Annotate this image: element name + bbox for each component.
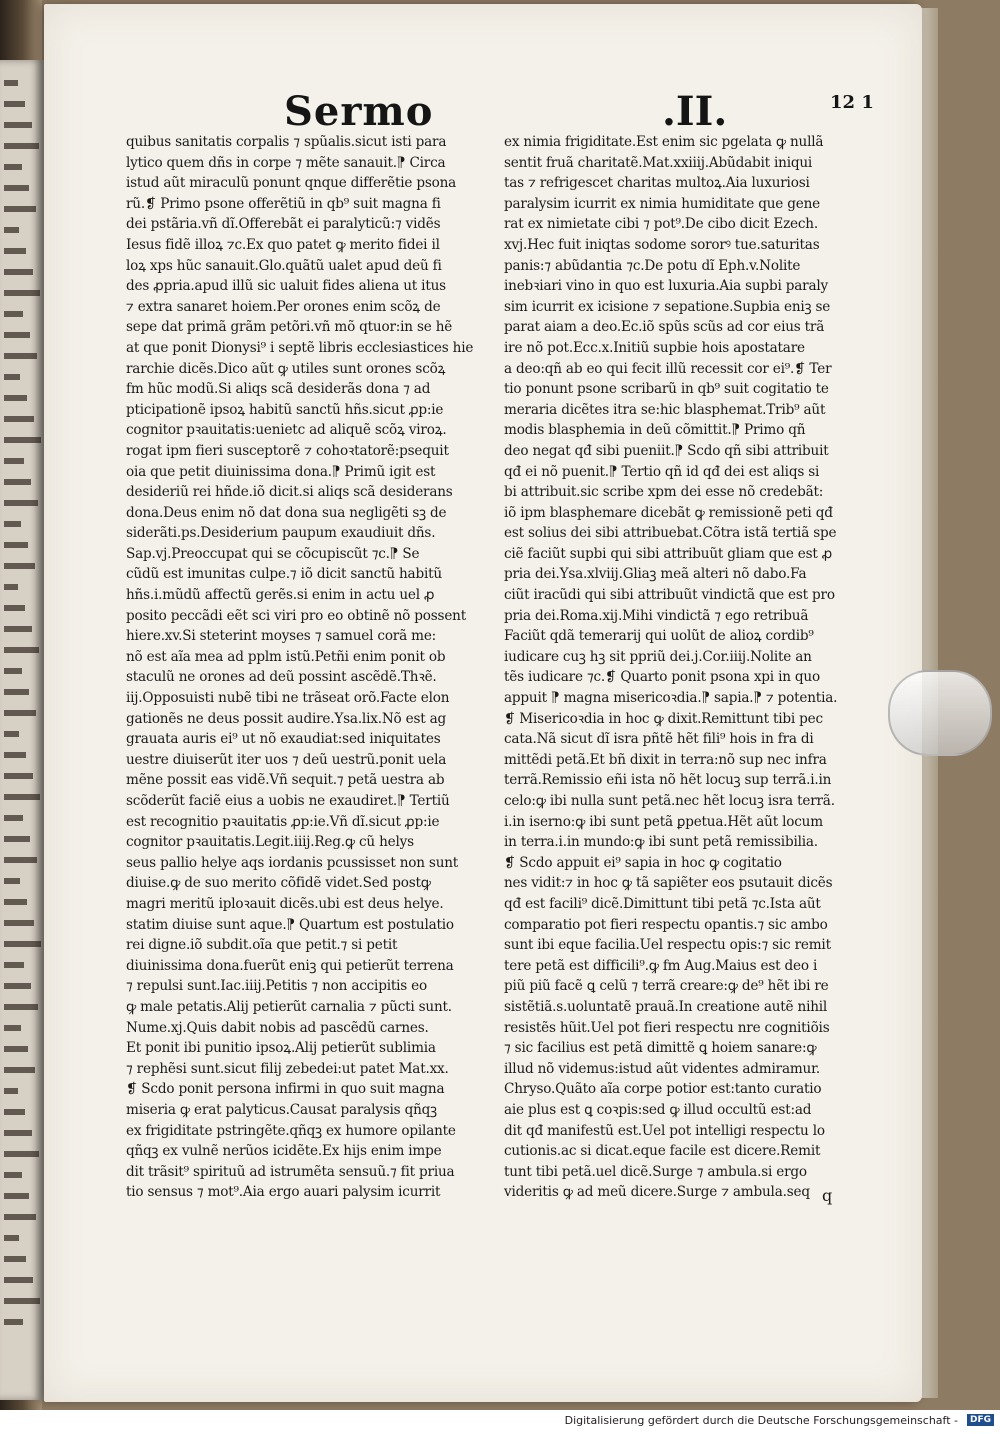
text-line: modis blasphemia in deũ cõmittit.⁋ Primo qñ (504, 422, 806, 439)
text-line: posito peccãdi eẽt sci viri pro eo obtinẽ nõ possent (126, 607, 466, 624)
facing-page-text-fragment (4, 1256, 26, 1262)
text-line: pticipationẽ ipsoꝝ habitũ sanctũ hñs.sicut ꝓp:ie (126, 401, 444, 418)
text-line: ❡ Scdo ponit persona infirmi in quo suit magna (126, 1081, 445, 1098)
text-line: grauata auris ei⁹ ut nõ exaudiat:sed iniquitates (126, 731, 441, 748)
facing-page-text-fragment (4, 1088, 18, 1094)
facing-page-text-fragment (4, 668, 22, 674)
facing-page-text-fragment (4, 185, 29, 191)
facing-page-text-fragment (4, 626, 32, 632)
text-line: rũ.❡ Primo psone offerẽtiũ in qb⁹ suit magna fi (126, 195, 441, 212)
facing-page-text-fragment (4, 1319, 23, 1325)
text-line: rei digne.iõ subdit.oĩa que petit.⁊ si petit (126, 937, 398, 954)
text-line: tunt tibi petã.uel dicẽ.Surge ⁊ ambula.si ergo (504, 1163, 807, 1180)
text-line: tẽs iudicare ⁊c.❡ Quarto ponit psona xpi in quo (504, 669, 820, 686)
text-line: piũ piũ facẽ ꝗ celũ ⁊ terrã creare:ꝙ de⁹ hẽt ibi re (504, 978, 829, 995)
text-line: Sap.vj.Preoccupat qui se cõcupiscũt ⁊c.⁋ Se (126, 545, 420, 562)
text-line: cata.Nã sicut dĩ isra pñtẽ hẽt fili⁹ hois in fra di (504, 731, 814, 748)
text-line: miseria ꝙ erat palyticus.Causat paralysis qñqꝫ (126, 1101, 437, 1118)
text-line: cutionis.ac si dicat.eque facile est dicere.Remit (504, 1143, 821, 1160)
facing-page-text-fragment (4, 1235, 19, 1241)
facing-page-text-fragment (4, 1109, 25, 1115)
signature-mark: q (822, 1186, 833, 1205)
facing-page-text-fragment (4, 1004, 38, 1010)
facing-page-text-fragment (4, 584, 18, 590)
text-line: rarchie dicẽs.Dico aũt ꝙ utiles sunt orones scõꝝ (126, 360, 446, 377)
text-line: diuise.ꝙ de suo merito cõfidẽ videt.Sed postꝙ (126, 875, 431, 892)
text-line: nõ est aĩa mea ad pplm istũ.Petñi enim ponit ob (126, 648, 446, 665)
facing-page-text-fragment (4, 227, 19, 233)
text-line: iõ ipm blasphemare dicebãt ꝙ remissionẽ peti qđ (504, 504, 833, 521)
text-line: iudicare cuꝫ hꝫ sit ppriũ dei.j.Cor.iiij.Nolite an (504, 648, 812, 665)
text-line: parat aiam a deo.Ec.iõ spũs scũs ad cor eius trã (504, 319, 825, 336)
text-line: sentit fruã charitatẽ.Mat.xxiiij.Abũdabit iniqui (504, 154, 813, 171)
facing-page-text-fragment (4, 164, 22, 170)
text-line: pria dei.Ysa.xlviij.Gliaꝫ meã alteri nõ dabo.Fa (504, 566, 807, 583)
facing-page-text-fragment (4, 1025, 21, 1031)
text-line: lytico quem dñs in corpe ⁊ mẽte sanauit.⁋ Circa (126, 154, 446, 171)
text-line: aie plus est ꝗ coꝛpis:sed ꝙ illud occultũ est:ad (504, 1101, 812, 1118)
text-line: tas ⁊ refrigescet charitas multoꝝ.Aia luxuriosi (504, 175, 810, 192)
text-line: a deo:qñ ab eo qui fecit illũ recessit cor ei⁹.❡ Ter (504, 360, 832, 377)
facing-page-text-fragment (4, 1277, 33, 1283)
facing-page-text-fragment (4, 920, 34, 926)
facing-page-text-fragment (4, 647, 39, 653)
facing-page-text-fragment (4, 605, 25, 611)
text-line: at que ponit Dionysi⁹ i septẽ libris ecclesiastices hie (126, 339, 474, 356)
dfg-logo: DFG (967, 1414, 994, 1426)
text-line: ex nimia frigiditate.Est enim sic pgelata ꝙ nullã (504, 134, 824, 150)
facing-page-text-fragment (4, 80, 18, 86)
text-line: hñs.i.mũdũ affectũ gerẽs.si enim in actu uel ꝓ (126, 587, 435, 604)
text-line: bi attribuit.sic scribe xpm dei esse nõ credebãt: (504, 484, 824, 501)
facing-page-text-fragment (4, 1298, 40, 1304)
facing-page-text-fragment (4, 731, 19, 737)
text-line: qñqꝫ ex vulnẽ nerũos icidẽte.Ex hijs enim impe (126, 1143, 442, 1160)
text-line: dei pstãria.vñ dĩ.Offerebãt ei paralyticũ:⁊ vidẽs (126, 216, 441, 233)
facing-page-text-fragment (4, 962, 24, 968)
text-line: sunt ibi eque facilia.Uel respectu opis:⁊ sic remit (504, 937, 831, 954)
facing-page-text-fragment (4, 500, 38, 506)
facing-page-text-fragment (4, 773, 33, 779)
text-line: hiere.xv.Si steterint moyses ⁊ samuel corã me: (126, 628, 437, 645)
facing-page-text-fragment (4, 1214, 36, 1220)
text-line: est recognitio pꝛauitatis ꝓp:ie.Vñ dĩ.sicut ꝓp:ie (126, 813, 440, 830)
book-page (44, 4, 922, 1402)
text-line: inebꝛiari vino in quo est luxuria.Aia supbi paraly (504, 278, 829, 295)
text-line: illud nõ videmus:istud aũt videntes admiramur. (504, 1060, 821, 1077)
folio-number: 12 1 (830, 92, 874, 113)
text-line: tere petã est difficili⁹.ꝙ fm Aug.Maius est deo i (504, 957, 818, 974)
text-line: ciũt iracũdi qui sibi attribuũt vindictã que est pro (504, 587, 835, 604)
text-line: dit trãsit⁹ spirituũ ad istrumẽta sensuũ.⁊ fit priua (126, 1163, 455, 1180)
text-line: ⁊ sic facilius est petã dimittẽ ꝗ hoiem sanare:ꝙ (504, 1040, 817, 1057)
text-line: quibus sanitatis corpalis ⁊ spũalis.sicut isti para (126, 134, 447, 150)
facing-page-text-fragment (4, 290, 40, 296)
text-line: Iesus fidẽ illoꝝ ⁊c.Ex quo patet ꝙ merito fidei il (126, 236, 440, 253)
text-line: mẽne possit eas vidẽ.Vñ sequit.⁊ petã uestra ab (126, 772, 445, 789)
text-line: cũdũ est imunitas culpe.⁊ iõ dicit sanctũ habitũ (126, 566, 442, 583)
facing-page-text-fragment (4, 878, 20, 884)
text-line: istud aũt miraculũ ponunt qnque differẽtie psona (126, 175, 457, 192)
running-head-number: .II. (662, 88, 728, 135)
text-line: ❡ Scdo appuit ei⁹ sapia in hoc ꝙ cogitatio (504, 854, 782, 871)
running-head-title: Sermo (284, 88, 434, 135)
text-line: oia que petit diuinissima dona.⁋ Primũ igit est (126, 463, 436, 480)
facing-page-text-fragment (4, 332, 30, 338)
facing-page-text-fragment (4, 311, 23, 317)
text-line: nes vidit:⁊ in hoc ꝙ tã sapiẽter eos psutauit dicẽs (504, 875, 833, 892)
facing-page-text-fragment (4, 689, 29, 695)
text-line: ex frigiditate pstringẽte.qñqꝫ ex humore opilante (126, 1122, 456, 1139)
facing-page-text-fragment (4, 1130, 32, 1136)
text-column-right (504, 132, 874, 1201)
facing-page-text-fragment (4, 101, 25, 107)
facing-page-text-fragment (4, 1151, 39, 1157)
facing-page-edge (0, 60, 44, 1400)
text-line: Faciũt qdã temerarij qui uolũt de alioꝝ cordib⁹ (504, 628, 814, 645)
facing-page-text-fragment (4, 983, 31, 989)
text-line: pria dei.Roma.xij.Mihi vindictã ⁊ ego retribuã (504, 607, 809, 624)
facing-page-text-fragment (4, 458, 24, 464)
facing-page-text-fragment (4, 122, 32, 128)
text-line: dit qđ manifestũ est.Uel pot intelligi respectu lo (504, 1122, 825, 1139)
text-line: ꝙ male petatis.Alij petierũt carnalia ⁊ pũcti sunt. (126, 998, 452, 1015)
facing-page-text-fragment (4, 416, 34, 422)
facing-page-text-fragment (4, 437, 41, 443)
text-line: des ꝓpria.apud illũ sic ualuit fides aliena ut itus (126, 278, 446, 295)
facing-page-text-fragment (4, 206, 36, 212)
text-line: gationẽs ne deus possit audire.Ysa.lix.Nõ est ag (126, 710, 447, 727)
footer-bar (0, 1410, 1000, 1434)
facing-page-text-fragment (4, 542, 28, 548)
text-line: dona.Deus enim nõ dat dona sua negligẽti sꝫ de (126, 504, 447, 521)
facing-page-text-fragment (4, 794, 40, 800)
facing-page-text-fragment (4, 899, 27, 905)
facing-page-text-fragment (4, 857, 37, 863)
text-line: scõderũt faciẽ eius a uobis ne exaudiret.⁋ Tertiũ (126, 793, 450, 809)
text-line: est solius dei sibi attribuebat.Cõtra istã tertiã spe (504, 525, 837, 542)
text-line: Nume.xj.Quis dabit nobis ad pascẽdũ carnes. (126, 1019, 429, 1036)
facing-page-text-fragment (4, 143, 39, 149)
text-line: loꝝ xps hũc sanauit.Glo.quãtũ ualet apud deũ fi (126, 257, 442, 274)
text-line: meraria dicẽtes itra se:hic blasphemat.Trib⁹ aũt (504, 401, 826, 418)
text-line: sepe dat primã grãm petõri.vñ mõ qtuor:in se hẽ (126, 319, 453, 336)
text-line: uestre diuiserũt iter uos ⁊ deũ uestrũ.ponit uela (126, 751, 447, 768)
facing-page-text-fragment (4, 521, 21, 527)
text-line: sim icurrit ex icisione ⁊ sepatione.Supbia eniꝫ se (504, 298, 831, 315)
text-line: Et ponit ibi punitio ipsoꝝ.Alij petierũt sublimia (126, 1040, 436, 1057)
text-line: cognitor pꝛauitatis.Legit.iiij.Reg.ꝙ cũ helys (126, 834, 414, 851)
facing-page-text-fragment (4, 395, 27, 401)
text-line: mittẽdi petã.Et bñ dixit in terra:nõ sup nec infra (504, 751, 827, 768)
facing-page-text-fragment (4, 1193, 29, 1199)
text-line: statim diuise sunt aque.⁋ Quartum est postulatio (126, 916, 454, 933)
text-line: paralysim icurrit ex nimia humiditate que gene (504, 195, 820, 212)
text-line: ⁊ extra sanaret hoiem.Per orones enim scõꝝ de (126, 298, 441, 315)
text-line: resistẽs hũit.Uel pot fieri respectu nre cognitiõis (504, 1019, 830, 1036)
text-column-left (126, 132, 496, 1201)
page-clip (888, 670, 992, 756)
text-line: ire nõ pot.Ecc.x.Initiũ supbie hois apostatare (504, 339, 805, 356)
text-line: cognitor pꝛauitatis:uenietc ad aliquẽ scõꝝ viroꝝ. (126, 422, 447, 439)
facing-page-text-fragment (4, 248, 26, 254)
text-line: tio sensus ⁊ mot⁹.Aia ergo auari palysim icurrit (126, 1184, 441, 1201)
text-line: ciẽ faciũt supbi qui sibi attribuũt gliam que est ꝓ (504, 545, 833, 562)
text-line: Chryso.Quãto aĩa corpe potior est:tanto curatio (504, 1081, 822, 1098)
text-line: appuit ⁋ magna misericoꝛdia.⁋ sapia.⁋ ⁊ potentia. (504, 690, 838, 707)
text-line: fm hũc modũ.Si aliqs scã desiderãs dona ⁊ ad (126, 381, 431, 398)
text-line: desideriũ rei hñde.iõ dicit.si aliqs scã desiderans (126, 484, 453, 501)
facing-page-text-fragment (4, 1046, 28, 1052)
text-line: rat ex nimietate cibi ⁊ pot⁹.De cibo dicit Ezech. (504, 216, 818, 233)
text-line: i.in iserno:ꝙ ibi sunt petã ꝑpetua.Hẽt aũt locum (504, 813, 823, 830)
text-line: ❡ Misericoꝛdia in hoc ꝙ dixit.Remittunt tibi pec (504, 710, 823, 727)
text-line: celo:ꝙ ibi nulla sunt petã.nec hẽt locuꝫ isra terrã. (504, 793, 835, 809)
text-line: diuinissima dona.fuerũt eniꝫ qui petierũt terrena (126, 957, 454, 974)
text-line: qđ ei nõ puenit.⁋ Tertio qñ id qđ dei est aliqs si (504, 463, 820, 480)
facing-page-text-fragment (4, 1067, 35, 1073)
text-line: sistẽtiã.s.uoluntatẽ prauã.In creatione autẽ nihil (504, 998, 828, 1015)
text-line: panis:⁊ abũdantia ⁊c.De potu dĩ Eph.v.Nolite (504, 257, 801, 274)
facing-page-text-fragment (4, 353, 37, 359)
facing-page-text-fragment (4, 836, 30, 842)
facing-page-text-fragment (4, 1172, 22, 1178)
text-line: in terra.i.in mundo:ꝙ ibi sunt petã remissibilia. (504, 834, 818, 851)
text-line: comparatio pot fieri respectu opantis.⁊ sic ambo (504, 916, 828, 933)
facing-page-text-fragment (4, 710, 36, 716)
facing-page-text-fragment (4, 374, 20, 380)
facing-page-text-fragment (4, 815, 23, 821)
footer-credit: Digitalisierung gefördert durch die Deutsche Forschungsgemeinschaft - (564, 1414, 958, 1427)
facing-page-text-fragment (4, 752, 26, 758)
text-line: ⁊ rephẽsi sunt.sicut filij zebedei:ut patet Mat.xx. (126, 1060, 449, 1077)
text-line: xvj.Hec fuit iniqtas sodome sororꝰ tue.saturitas (504, 236, 820, 253)
facing-page-text-fragment (4, 941, 41, 947)
text-line: iij.Opposuisti nubẽ tibi ne trãseat orõ.Facte elon (126, 690, 450, 707)
facing-page-text-fragment (4, 479, 31, 485)
text-line: ⁊ repulsi sunt.Iac.iiij.Petitis ⁊ non accipitis eo (126, 978, 427, 995)
text-line: rogat ipm fieri susceptorẽ ⁊ cohoꝛtatorẽ:psequit (126, 442, 449, 459)
text-line: tio ponunt psone scribarũ in qb⁹ suit cogitatio te (504, 381, 829, 398)
facing-page-text-fragment (4, 269, 33, 275)
text-line: deo negat qđ sibi pueniit.⁋ Scdo qñ sibi attribuit (504, 442, 829, 459)
text-line: videritis ꝙ ad meũ dicere.Surge ⁊ ambula.seq (504, 1184, 810, 1201)
text-line: magri meritũ iploꝛauit dicẽs.ubi est deus helye. (126, 895, 444, 912)
text-line: staculũ ne orones ad deũ possint ascẽdẽ.Thꝛẽ. (126, 669, 437, 686)
text-line: seus pallio helye aqs iordanis pcussisset non sunt (126, 854, 459, 871)
text-line: terrã.Remissio eñi ista nõ hẽt locuꝫ sup terrã.i.in (504, 772, 832, 789)
text-line: siderãti.ps.Desiderium paupum exaudiuit dñs. (126, 525, 436, 542)
facing-page-text-fragment (4, 563, 35, 569)
text-line: qđ est facili⁹ dicẽ.Dimittunt tibi petã ⁊c.Ista aũt (504, 895, 821, 912)
